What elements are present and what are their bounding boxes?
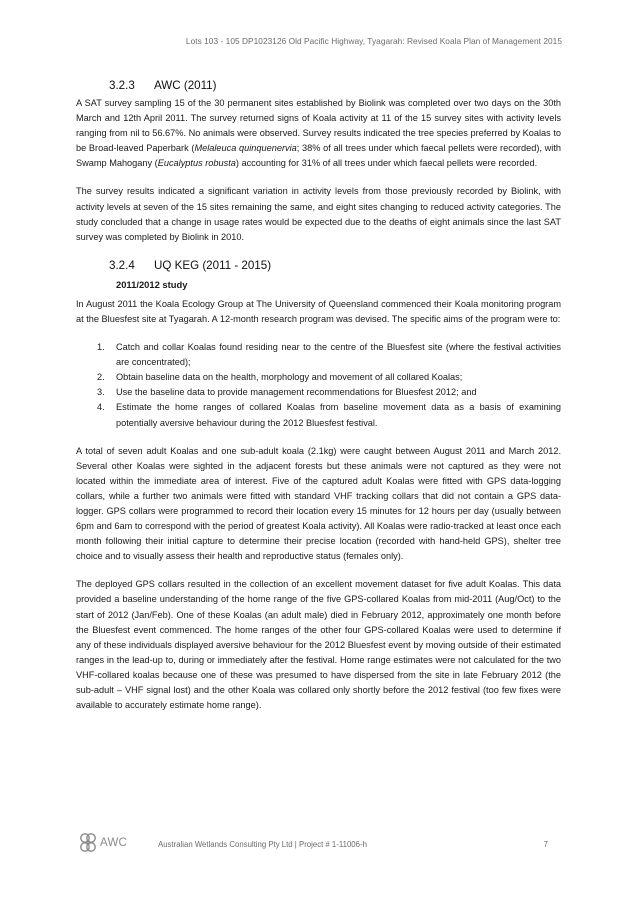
- list-item: [97, 385, 561, 400]
- section-title: UQ KEG (2011 - 2015): [154, 258, 272, 272]
- list-number: 1.: [97, 342, 105, 353]
- list-number: 2.: [97, 372, 105, 383]
- list-item: [97, 340, 561, 370]
- list-item-text: Use the baseline data to provide management recommendations for Bluesfest 2012; and: [116, 387, 477, 398]
- section-title: AWC (2011): [154, 79, 217, 92]
- footer-company: Australian Wetlands Consulting Pty Ltd | Project # 1-11006-h: [158, 840, 367, 849]
- subheading-2011-2012-study: 2011/2012 study: [116, 278, 188, 290]
- section-heading-3-2-3: [109, 78, 561, 94]
- awc-logo-icon: [78, 832, 98, 854]
- list-item: [97, 400, 561, 430]
- species-name: Melaleuca quinquenervia: [194, 143, 297, 154]
- list-item-text: Catch and collar Koalas found residing near to the centre of the Bluesfest site (where the festival activities are concentrated);: [116, 342, 561, 368]
- paragraph-text: A SAT survey sampling 15 of the 30 permanent sites established by Biolink was completed over two days on the 30th March and 12th April 2011. The survey returned signs of Koala activity at 11 of the 15 survey sites with activity levels ranging from nil to 56.67%. No animals were observed. Survey results indicated the tree species preferred by Koalas to be Broad-leaved Paperbark (: [76, 98, 561, 154]
- paragraph-text: ) accounting for 31% of all trees under which faecal pellets were recorded.: [235, 158, 538, 169]
- paragraph-program-intro: In August 2011 the Koala Ecology Group at The University of Queensland commenced their Koala monitoring program at the Bluesfest site at Tyagarah. A 12-month research program was devised. The specific aims of the program were to:: [76, 298, 561, 324]
- paragraph-survey-results: The survey results indicated a significant variation in activity levels from those previously recorded by Biolink, with activity levels at seven of the 15 sites remaining the same, and eight sites changing to reduced activity categories. The study concluded that a change in usage rates would be expected due to the deaths of eight animals since the last SAT survey was completed by Biolink in 2010.: [76, 186, 561, 242]
- running-header: Lots 103 - 105 DP1023126 Old Pacific Highway, Tyagarah: Revised Koala Plan of Management 2015: [185, 36, 562, 46]
- list-number: 3.: [97, 387, 105, 398]
- paragraph-capture-methods: A total of seven adult Koalas and one sub-adult koala (2.1kg) were caught between August 2011 and March 2012. Several other Koalas were sighted in the adjacent forests but these animals were not captured as they were not located within the immediate area of interest. Five of the captured adult Koalas were fitted with GPS data-logging collars, while a further two animals were fitted with standard VHF tracking collars that did not contain a GPS data-logger. GPS collars were programmed to record their location every 15 minutes for 12 hours per day (usually between 6pm and 6am to correspond with the period of greatest Koala activity). All Koalas were radio-tracked at least once each month following their initial capture to determine their precise location (recorded with hand-held GPS), shelter tree choice and to visually assess their health and reproductive status (females only).: [76, 445, 561, 562]
- list-item-text: Obtain baseline data on the health, morphology and movement of all collared Koalas;: [116, 372, 463, 383]
- page-content: [76, 78, 561, 726]
- list-number: 4.: [97, 402, 105, 413]
- list-item: [97, 370, 561, 385]
- paragraph-gps-results: The deployed GPS collars resulted in the collection of an excellent movement dataset for five adult Koalas. This data provided a baseline understanding of the home range of the five GPS-collared Koalas from mid-2011 (Aug/Oct) to the start of 2012 (Jan/Feb). One of these Koalas (an adult male) died in February 2012, approximately one month before the Bluesfest event commenced. The home ranges of the other four GPS-collared Koalas were used to determine if any of these individuals displayed aversive behaviour for the 2012 Bluesfest event by moving outside of their estimated ranges in the lead-up to, during or immediately after the festival. Home range estimates were not calculated for the two VHF-collared koalas because one of these was presumed to have dispersed from the site in late February 2012 (the sub-adult – VHF signal lost) and the other Koala was collared only shortly before the 2012 festival (too few fixes were available to accurately estimate home range).: [76, 579, 561, 711]
- list-item-text: Estimate the home ranges of collared Koalas from baseline movement data as a basis of examining potentially aversive behaviour during the 2012 Bluesfest festival.: [116, 402, 561, 428]
- page-footer: [78, 832, 548, 858]
- paragraph-awc-survey: [76, 96, 561, 171]
- species-name: Eucalyptus robusta: [157, 158, 236, 169]
- awc-logo: [78, 832, 138, 856]
- logo-wordmark: AWC: [100, 837, 128, 849]
- aims-list: [76, 340, 561, 431]
- section-number: 3.2.3: [109, 79, 135, 92]
- section-number: 3.2.4: [109, 258, 135, 272]
- paragraph-text: ; 38% of all trees under which faecal pellets were recorded), with Swamp Mahogany (: [76, 143, 561, 169]
- page-number: 7: [543, 840, 548, 849]
- section-heading-3-2-4: [109, 258, 561, 274]
